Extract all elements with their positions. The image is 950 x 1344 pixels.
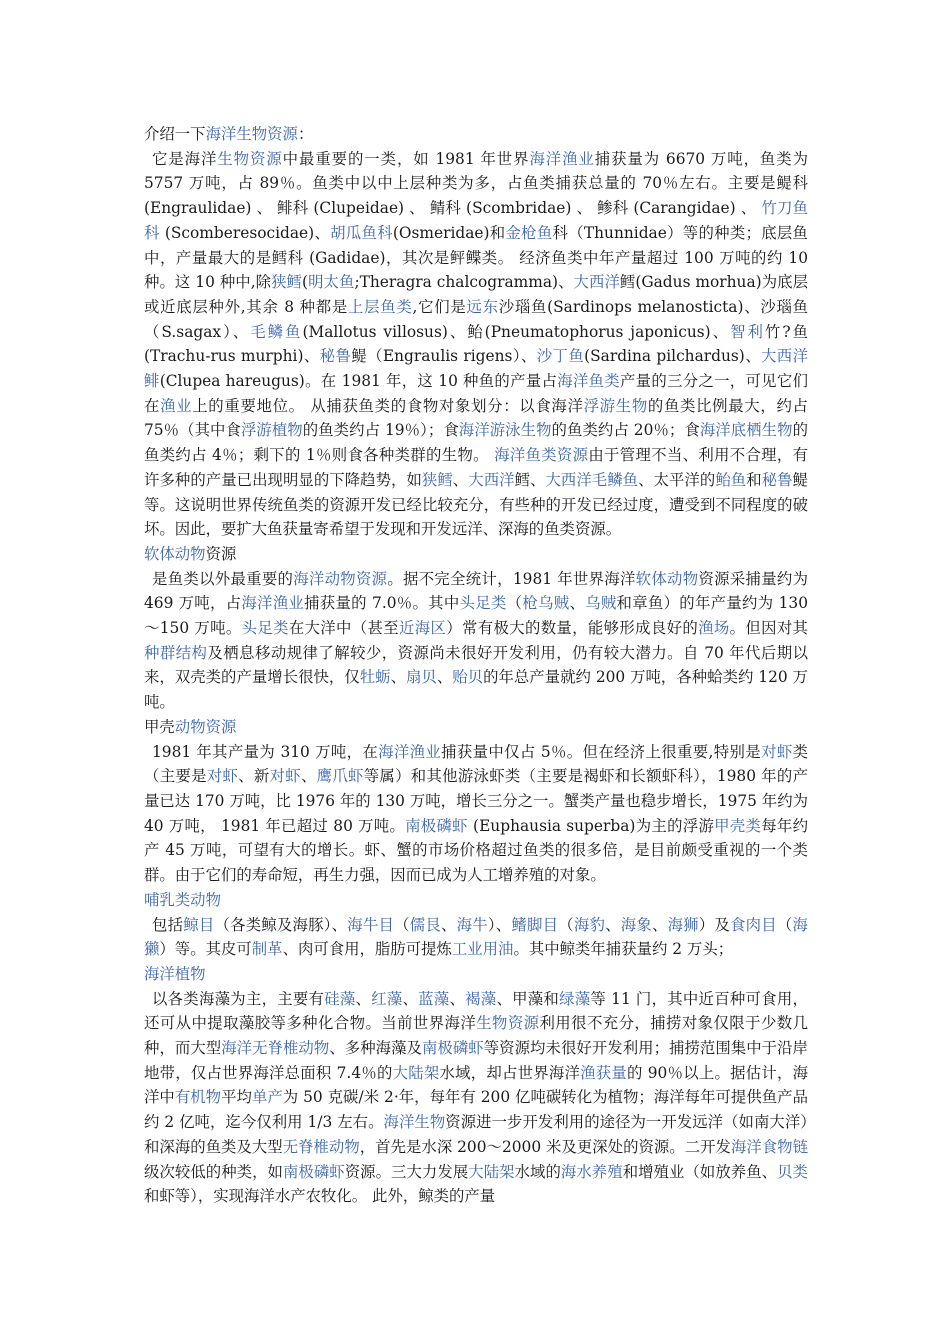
hyperlink[interactable]: 大陆架 [392,1063,440,1082]
text-run: 、 [651,915,668,934]
section-heading-intro [144,122,808,147]
text-run: 产量的三分之一，可见它们在 [144,372,808,415]
text-run: 、 [402,989,419,1008]
text-run: (Sardina pilchardus)、 [584,347,761,366]
hyperlink[interactable]: 竹刀鱼科 [144,199,808,242]
text-run: ）等。其皮可 [159,940,252,959]
hyperlink[interactable]: 乌贼 [585,594,617,613]
text-run: ( [302,273,309,292]
text-run: 资源 [205,544,237,563]
hyperlink[interactable]: 海獭 [144,915,808,959]
text-run: 鳀（Engraulis rigens）、 [351,347,537,366]
paragraph-fish [144,147,808,542]
hyperlink[interactable]: 大西洋 [468,470,515,489]
hyperlink[interactable]: 对虾 [206,767,239,786]
text-run: 。其中鲸类年捕获量约 2 万头； [513,940,734,959]
hyperlink[interactable]: 浮游植物 [240,421,303,440]
text-run: ;Theragra chalcogramma)、 [354,273,574,292]
hyperlink[interactable]: 头足类 [241,619,289,638]
hyperlink[interactable]: 狭鳕 [271,273,303,292]
hyperlink[interactable]: 硅藻 [324,989,356,1008]
text-run: 、 [436,668,453,687]
hyperlink[interactable]: 枪乌贼 [522,594,570,613]
hyperlink[interactable]: 渔场 [698,619,730,638]
text-run: ，首先是水深 200～2000 米及更深处的资源。二开发 [359,1137,731,1156]
text-run: (Clupea hareugus)。在 1981 年，这 10 种鱼的产量占 [159,372,558,391]
text-run: 等属）和其他游泳虾类（主要是褐虾和长额虾科），1980 年的产量已达 170 万吨，比 1976 年的 130 万吨，增长三分之一。蟹类产量也稳步增长，1975 年约为 40 万吨， 1981 年已超过 80 万吨。 [144,767,808,835]
hyperlink[interactable]: 制革 [251,940,283,959]
hyperlink[interactable]: 大西洋毛鳞鱼 [545,470,639,489]
text-run: 捕获量为 6670 万吨，鱼类为 5757 万吨，占 89％。鱼类中以中上层种类为多，占鱼类捕获总量的 70％左右。主要是鳀科 (Engraulidae) 、 鲱科 (Clupeidae) 、 鲭科 (Scombridae) 、 鲹科 (Carangidae) 、 [144,149,808,218]
hyperlink[interactable]: 儒艮 [409,915,441,934]
hyperlink[interactable]: 食肉目 [730,915,777,934]
document-page [144,122,808,1209]
text-run: ： [297,125,314,143]
text-run: ）、 [487,915,512,934]
hyperlink[interactable]: 渔获量 [580,1063,628,1082]
hyperlink[interactable]: 贝类 [777,1162,808,1181]
text-run: (Mallotus villosus)、鲐(Pneumatophorus japonicus)、 [302,322,731,341]
text-run: 、太平洋的 [638,470,716,489]
hyperlink[interactable]: 软体动物 [144,544,206,563]
text-run: 是鱼类以外最重要的 [152,569,294,588]
text-run: 、甲藻和 [496,989,560,1008]
section-heading-mollusc-heading [144,542,808,567]
hyperlink[interactable]: 种群结构 [144,643,208,662]
hyperlink[interactable]: 远东 [466,297,499,316]
text-run: 、 [390,668,406,687]
text-run: ）常有极大的数量，能够形成良好的 [446,619,699,638]
hyperlink[interactable]: 有机物 [174,1088,222,1107]
hyperlink[interactable]: 海象 [620,915,652,934]
text-run: 、 [452,470,469,489]
hyperlink[interactable]: 海洋渔业 [241,594,305,613]
hyperlink[interactable]: 南极磷虾 [421,1039,484,1058]
hyperlink[interactable]: 海牛 [456,915,488,934]
hyperlink[interactable]: 绿藻 [559,989,591,1008]
text-run: 的年总产量就约 200 万吨，各种蛤类约 120 万吨。 [144,668,808,712]
text-run: （ [506,594,523,613]
text-run: 、多种海藻及 [329,1039,422,1058]
text-run: 资源。三大力发展 [344,1162,469,1181]
hyperlink[interactable]: 海洋渔业 [378,742,442,761]
text-run: ）及 [698,915,731,934]
section-heading-mammal-heading [144,888,808,913]
text-run: 鳕、 [514,470,546,489]
text-run: 以各类海藻为主，主要有 [152,989,325,1008]
hyperlink[interactable]: 海洋鱼类 [557,372,620,391]
hyperlink[interactable]: 胡瓜鱼科 [330,223,393,242]
hyperlink[interactable]: 浮游生物 [583,396,648,415]
text-run: （ [776,915,793,934]
hyperlink[interactable]: 秘鲁 [319,347,352,366]
hyperlink[interactable]: 哺乳类动物 [144,890,221,909]
hyperlink[interactable]: 海洋食物链 [730,1137,808,1156]
text-run: 沙瑙鱼(Sardinops melanosticta)、沙瑙鱼（S.sagax）、 [144,297,808,341]
text-run: 中最重要的一类，如 1981 年世界 [282,149,530,168]
text-run: 、 [355,989,372,1008]
text-run: 、新 [238,767,270,786]
hyperlink[interactable]: 近海区 [399,619,447,638]
hyperlink[interactable]: 海洋动物资源 [293,569,388,588]
hyperlink[interactable]: 生物资源 [217,149,283,168]
hyperlink[interactable]: 大西洋鲱 [144,347,808,391]
hyperlink[interactable]: 牡蛎 [359,668,391,687]
text-run: 介绍一下 [144,125,206,143]
text-run: 竹?鱼 (Trachu-rus murphi)、 [144,322,808,366]
text-run: （ [558,915,574,934]
text-run: 科（Thunnidae）等的种类；底层鱼中，产量最大的是鳕科 (Gadidae)，其次是鲆鲽类。 经济鱼类中年产量超过 100 万吨的约 10 种。这 10 种中,除 [144,223,808,292]
hyperlink[interactable]: 上层鱼类 [348,297,413,316]
text-run: 及栖息移动规律了解较少，资源尚未很好开发利用，仍有较大潜力。自 70 年代后期以来，双壳类的产量增长很快，仅 [144,643,808,687]
section-heading-crust-heading [144,715,808,740]
text-run: 平均 [221,1088,252,1107]
hyperlink[interactable]: 海洋生物 [383,1113,446,1132]
text-run: 捕获量的 7.0％。其中 [304,594,460,613]
text-run: 、肉可食用，脂肪可提炼 [282,940,452,959]
hyperlink[interactable]: 海水养殖 [560,1162,623,1181]
hyperlink[interactable]: 鲸目 [183,915,215,934]
hyperlink[interactable]: 工业用油 [451,940,514,959]
text-run: 鳀等。这说明世界传统鱼类的资源开发已经比较充分，有些种的开发已经过度，遭受到不同程度的破坏。因此，要扩大鱼获量寄希望于发现和开发远洋、深海的鱼类资源。 [144,470,808,539]
hyperlink[interactable]: 大西洋 [573,273,620,292]
paragraph-mammal [144,913,808,962]
text-run: 的鱼类约占 19％）；食 [302,421,459,440]
hyperlink[interactable]: 海洋鱼类资源 [494,446,589,465]
text-run: ,它们是 [412,297,467,316]
hyperlink[interactable]: 鹰爪虾 [316,767,364,786]
section-heading-plant-heading [144,962,808,987]
text-run: 、 [440,915,457,934]
hyperlink[interactable]: 金枪鱼 [505,223,553,242]
hyperlink[interactable]: 海洋底栖生物 [699,421,793,440]
hyperlink[interactable]: 甲壳类 [714,816,762,835]
text-run: 和 [746,470,762,489]
text-run: 资源采捕量约为 469 万吨，占 [144,569,808,613]
hyperlink[interactable]: 扇贝 [405,668,437,687]
text-run: (Osmeridae)和 [392,223,506,242]
hyperlink[interactable]: 南极磷虾 [405,816,468,835]
text-run: 等资源均未很好开发利用；捕捞范围集中于沿岸地带，仅占世界海洋总面积 7.4％的 [144,1039,808,1082]
text-run: 的 90％以上。据估计，海洋中 [144,1063,808,1107]
hyperlink[interactable]: 生物资源 [476,1014,540,1033]
hyperlink[interactable]: 软体动物 [635,569,699,588]
text-run: 捕获量中仅占 5％。但在经济上很重要,特别是 [441,742,762,761]
text-run: 的鱼类约占 20％；食 [551,421,700,440]
text-run: 包括 [152,915,184,934]
text-run: （各类鲸及海豚）、 [214,915,348,934]
text-run: 。但因对其 [729,619,808,638]
hyperlink[interactable]: 对虾 [761,742,793,761]
hyperlink[interactable]: 头足类 [459,594,507,613]
hyperlink[interactable]: 秘鲁 [761,470,793,489]
hyperlink[interactable]: 褐藻 [465,989,497,1008]
hyperlink[interactable]: 动物资源 [174,717,237,736]
text-run: 鳕(Gadus morhua)为底层或近底层种外,其余 8 种都是 [144,273,808,316]
hyperlink[interactable]: 鳍脚目 [511,915,559,934]
text-run: 上的重要地位。 从捕获鱼类的食物对象划分：以食海洋 [192,396,584,415]
text-run: 级次较低的种类，如 [144,1162,283,1181]
text-run: 、 [449,989,466,1008]
text-run: 类（主要是 [144,742,808,786]
text-run: 的鱼类约占 4％；剩下的 1％则食各种类群的生物。 [144,421,808,465]
hyperlink[interactable]: 狭鳕 [421,470,453,489]
text-run: 为 50 克碳/米 2·年，每年有 200 亿吨碳转化为植物；海洋每年可提供鱼产品约 2 亿吨，迄今仅利用 1/3 左右。 [144,1088,808,1132]
hyperlink[interactable]: 明太鱼 [308,273,355,292]
hyperlink[interactable]: 智利 [730,322,765,341]
text-run: 利用很不充分，捕捞对象仅限于少数几种，而大型 [144,1014,808,1058]
hyperlink[interactable]: 海洋渔业 [529,149,595,168]
text-run: 和章鱼）的年产量约为 130～150 万吨。 [144,594,808,638]
text-run: 、 [300,767,317,786]
hyperlink[interactable]: 海洋游泳生物 [458,421,552,440]
text-run: 它是海洋 [152,149,218,168]
hyperlink[interactable]: 蓝藻 [418,989,450,1008]
hyperlink[interactable]: 对虾 [269,767,301,786]
hyperlink[interactable]: 海洋植物 [144,964,206,983]
text-run: (Scomberesocidae)、 [159,223,331,242]
hyperlink[interactable]: 海洋生物资源 [205,125,298,143]
hyperlink[interactable]: 单产 [251,1088,283,1107]
text-run: 水域的 [514,1162,561,1181]
hyperlink[interactable]: 无脊椎动物 [282,1137,360,1156]
text-run: 每年约产 45 万吨，可望有大的增长。虾、蟹的市场价格超过鱼类的很多倍，是目前颇受重视的一个类群。由于它们的寿命短，再生力强，因而已成为人工增养殖的对象。 [144,816,808,885]
hyperlink[interactable]: 海牛目 [347,915,395,934]
paragraph-plant [144,987,808,1209]
text-run: 、 [569,594,586,613]
text-run: 在大洋中（甚至 [288,619,400,638]
paragraph-mollusc [144,567,808,715]
hyperlink[interactable]: 大陆架 [468,1162,515,1181]
text-run: (Euphausia superba)为主的浮游 [467,816,715,835]
hyperlink[interactable]: 毛鳞鱼 [250,322,303,341]
hyperlink[interactable]: 海洋无脊椎动物 [221,1039,330,1058]
text-run: 。据不完全统计，1981 年世界海洋 [387,569,636,588]
text-run: 的鱼类比例最大，约占 75％（其中食 [144,396,808,440]
text-run: 水域，却占世界海洋 [439,1063,581,1082]
hyperlink[interactable]: 红藻 [371,989,403,1008]
text-run: （ [394,915,410,934]
hyperlink[interactable]: 南极磷虾 [282,1162,345,1181]
hyperlink[interactable]: 贻贝 [452,668,484,687]
paragraph-crust [144,740,808,888]
text-run: 1981 年其产量为 310 万吨，在 [152,742,379,761]
text-run: 资源进一步开发利用的途径为一开发远洋（如南大洋）和深海的鱼类及大型 [144,1113,808,1156]
text-run: 由于管理不当、利用不合理，有许多种的产量已出现明显的下降趋势，如 [144,446,808,489]
hyperlink[interactable]: 鲐鱼 [715,470,747,489]
hyperlink[interactable]: 海豹 [573,915,606,934]
hyperlink[interactable]: 渔业 [160,396,193,415]
text-run: 等 11 门，其中近百种可食用，还可从中提取藻胶等多种化合物。当前世界海洋 [144,989,808,1033]
hyperlink[interactable]: 沙丁鱼 [536,347,585,366]
text-run: 甲壳 [144,717,175,736]
text-run: 和增殖业（如放养鱼、 [622,1162,778,1181]
hyperlink[interactable]: 海狮 [667,915,699,934]
text-run: 和虾等），实现海洋水产农牧化。 此外，鲸类的产量 [144,1187,496,1206]
text-run: 、 [605,915,621,934]
